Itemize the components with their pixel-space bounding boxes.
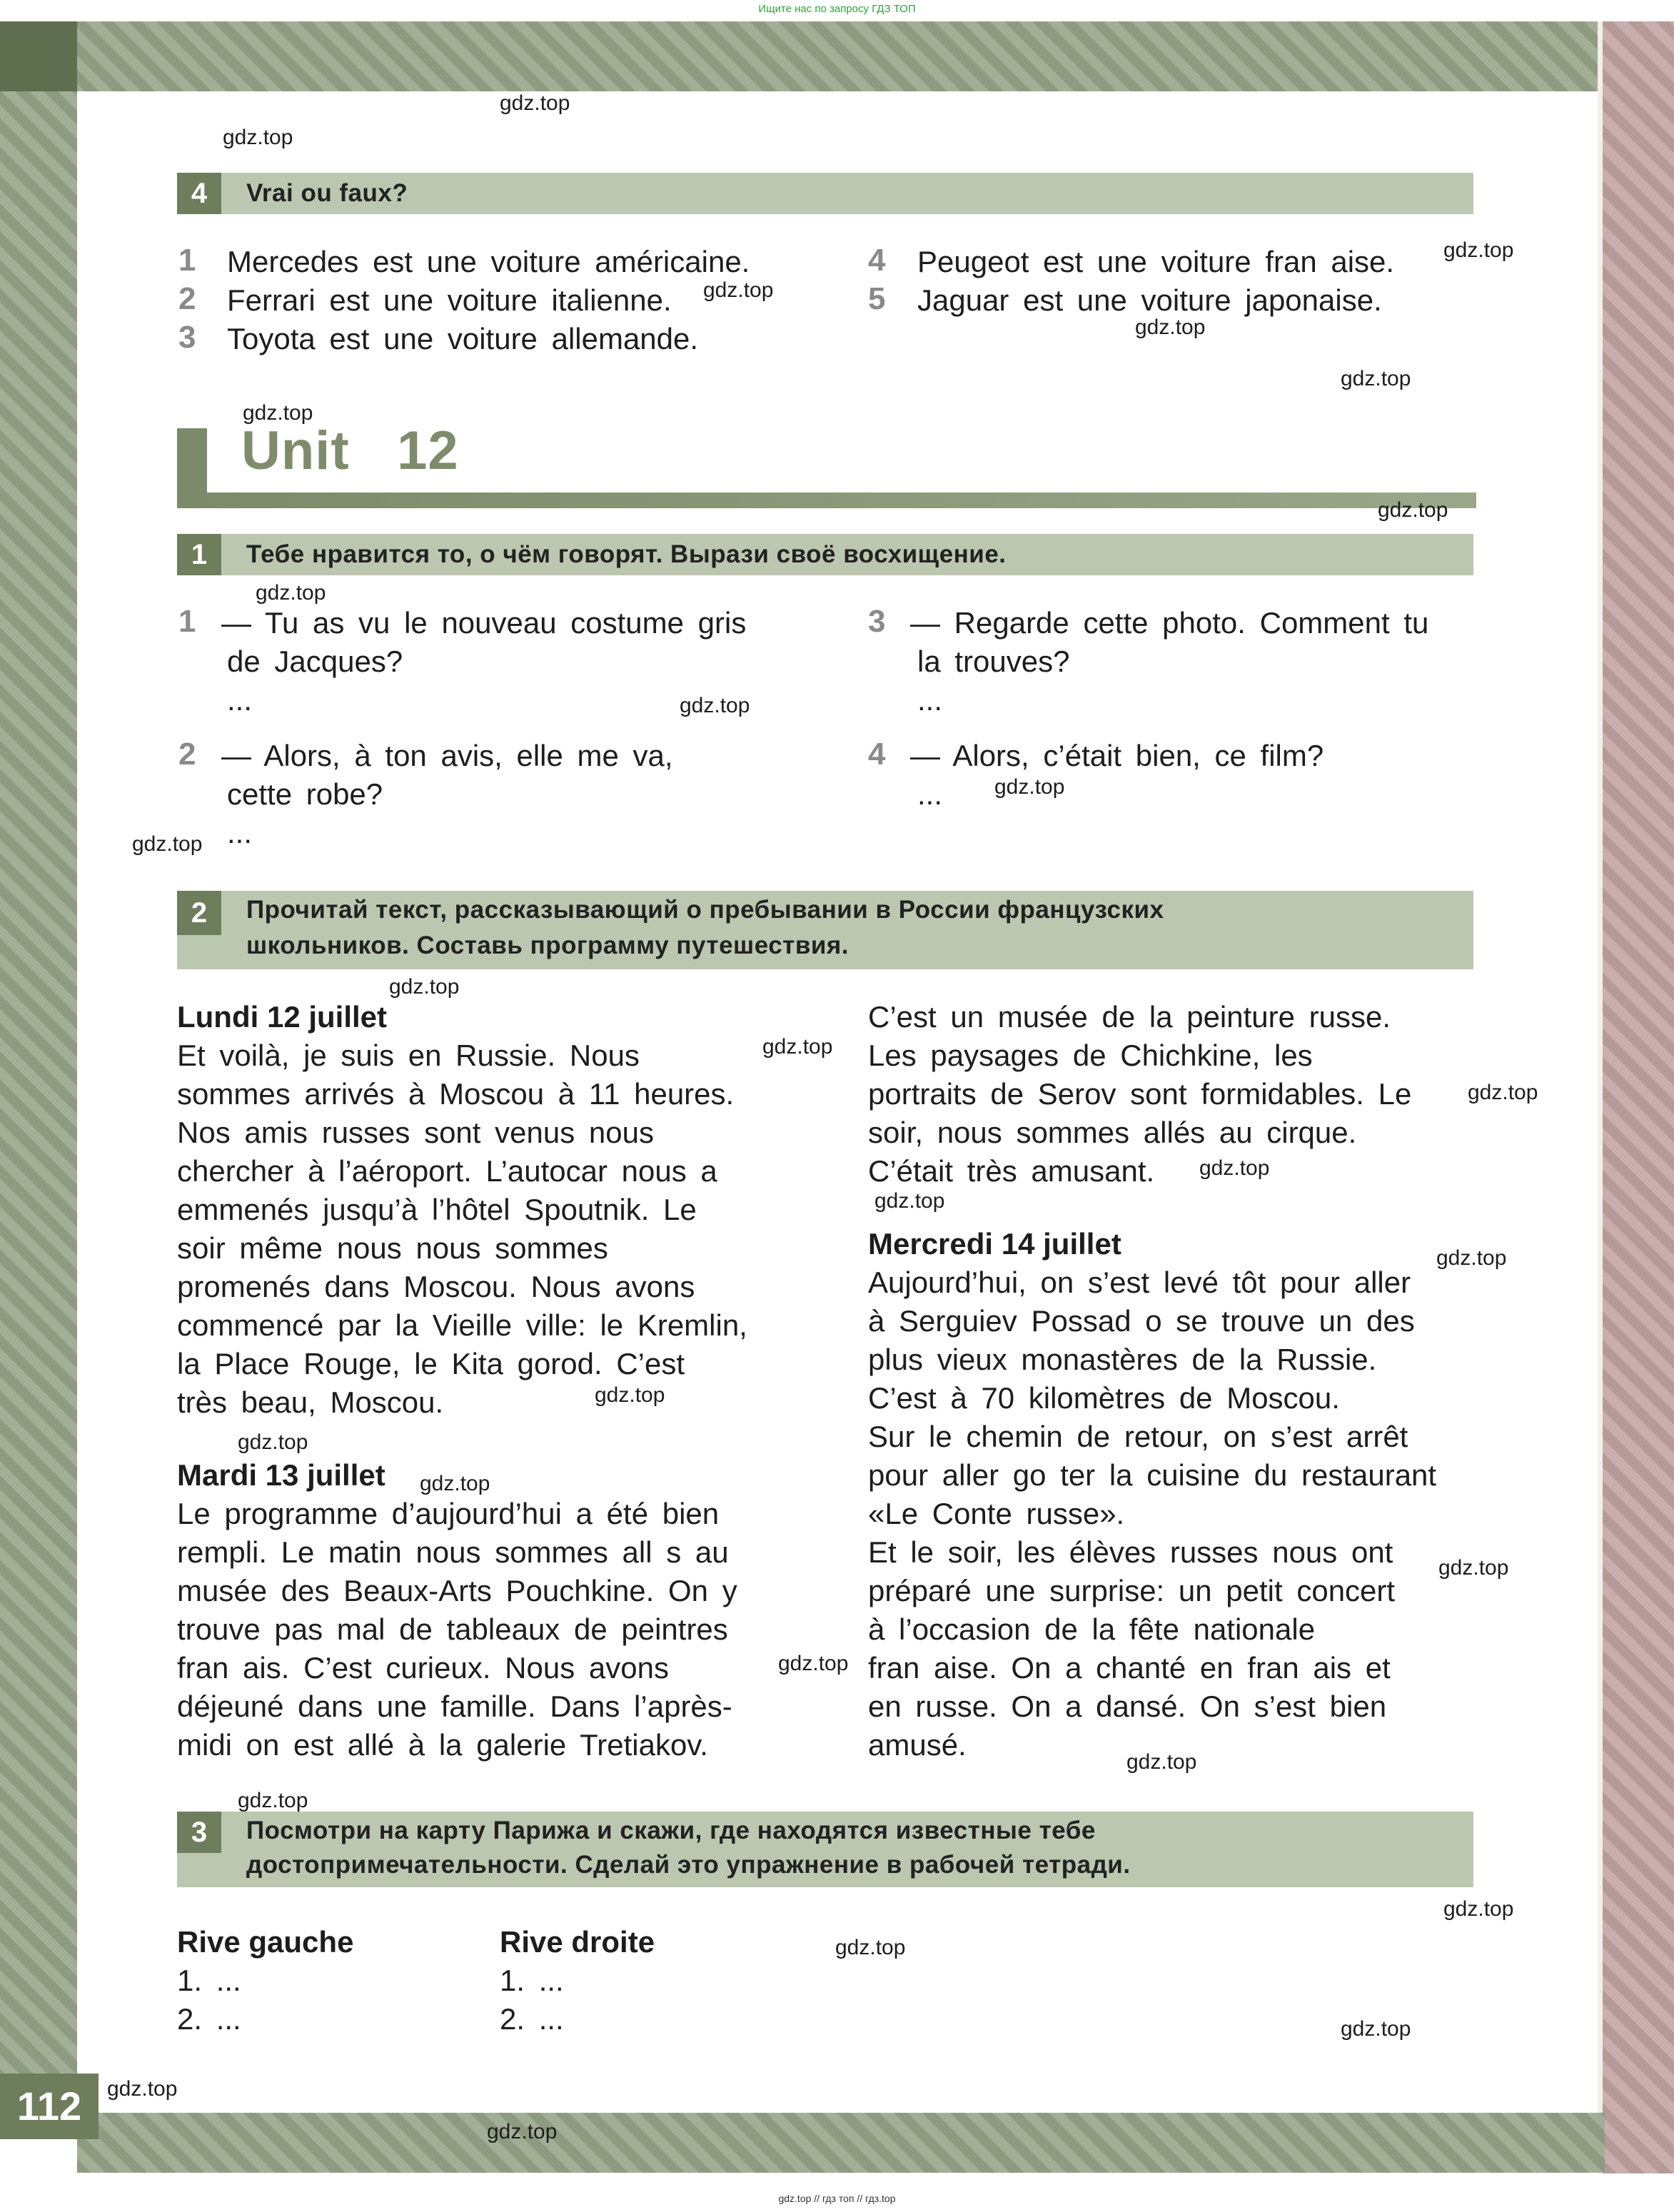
text-line: musée des Beaux-Arts Pouchkine. On y — [177, 1574, 737, 1607]
text-line: Et le soir, les élèves russes nous ont — [868, 1535, 1393, 1569]
text-line: Aujourd’hui, on s’est levé tôt pour aller — [868, 1266, 1411, 1299]
text-line: Le programme d’aujourd’hui a été bien — [177, 1497, 720, 1530]
text-line: Sur le chemin de retour, on s’est arrêt — [868, 1420, 1408, 1453]
ex1-item-number: 3 — [868, 604, 886, 639]
ex1-item-line: de Jacques? — [227, 645, 403, 678]
watermark: gdz.top — [238, 1430, 308, 1454]
text-line: plus vieux monastères de la Russie. — [868, 1343, 1377, 1376]
ex1-item-line: — Regarde cette photo. Comment tu — [910, 606, 1429, 640]
top-decorative-band — [0, 21, 1674, 91]
ex4-item-number: 5 — [868, 281, 886, 316]
footer-note: gdz.top // гдз топ // гдз.top — [778, 2193, 896, 2204]
right-decorative-strip — [1603, 21, 1674, 2173]
text-line: midi on est allé à la galerie Tretiakov. — [177, 1728, 708, 1762]
unit-title — [241, 420, 459, 482]
watermark: gdz.top — [1341, 2017, 1411, 2041]
ex4-item-number: 4 — [868, 243, 886, 278]
ex1-item-line: ... — [227, 683, 253, 717]
exercise-2-title-line: Прочитай текст, рассказывающий о пребывании в России французских — [246, 896, 1164, 924]
day-heading-mardi: Mardi 13 juillet — [177, 1458, 385, 1492]
watermark: gdz.top — [420, 1472, 490, 1495]
exercise-3-title-line: Посмотри на карту Парижа и скажи, где находятся известные тебе — [246, 1817, 1096, 1844]
text-line: C’est à 70 kilomètres de Moscou. — [868, 1381, 1340, 1415]
ex4-item-number: 2 — [178, 281, 196, 316]
mercredi-text — [868, 1263, 1436, 1764]
watermark: gdz.top — [132, 832, 203, 856]
watermark: gdz.top — [223, 126, 293, 149]
watermark: gdz.top — [1126, 1750, 1197, 1774]
watermark: gdz.top — [500, 91, 570, 115]
unit-number: 12 — [397, 420, 459, 481]
text-line: en russe. On a dansé. On s’est bien — [868, 1690, 1387, 1723]
ex4-item-text: Mercedes est une voiture américaine. — [227, 245, 750, 278]
rive-gauche-heading: Rive gauche — [177, 1925, 354, 1959]
ex1-item-number: 2 — [178, 737, 196, 772]
watermark: gdz.top — [107, 2077, 178, 2101]
watermark: gdz.top — [595, 1383, 665, 1407]
watermark: gdz.top — [389, 975, 460, 999]
exercise-4-number: 4 — [177, 173, 221, 214]
text-line: commencé par la Vieille ville: le Kremlin, — [177, 1308, 747, 1342]
exercise-2-number: 2 — [177, 891, 221, 935]
exercise-1-title: Тебе нравится то, о чём говорят. Вырази своё восхищение. — [246, 540, 1007, 568]
text-line: très beau, Moscou. — [177, 1385, 444, 1419]
ex1-item-number: 4 — [868, 737, 886, 772]
watermark: gdz.top — [835, 1936, 906, 1959]
lundi-text — [177, 1036, 747, 1422]
exercise-3-title-line: достопримечательности. Сделай это упражнение в рабочей тетради. — [246, 1851, 1131, 1879]
ex4-item-text: Ferrari est une voiture italienne. — [227, 283, 672, 317]
ex1-item-line: ... — [917, 683, 943, 717]
rive-droite-item: 1. ... — [500, 1964, 564, 1997]
ex4-item-text: Peugeot est une voiture fran aise. — [917, 245, 1395, 278]
text-line: Les paysages de Chichkine, les — [868, 1039, 1313, 1072]
right-column-continuation — [868, 998, 1411, 1191]
text-line: soir même nous nous sommes — [177, 1231, 608, 1265]
mardi-text — [177, 1495, 737, 1764]
text-line: rempli. Le matin nous sommes all s au — [177, 1535, 729, 1569]
text-line: Nos amis russes sont venus nous — [177, 1116, 654, 1149]
ex1-item-line: ... — [227, 816, 253, 849]
text-line: à Serguiev Possad o se trouve un des — [868, 1304, 1415, 1338]
text-line: à l’occasion de la fête nationale — [868, 1612, 1316, 1646]
ex4-item-text: Toyota est une voiture allemande. — [227, 322, 699, 355]
watermark: gdz.top — [243, 401, 313, 425]
day-heading-lundi: Lundi 12 juillet — [177, 1000, 388, 1034]
text-line: portraits de Serov sont formidables. Le — [868, 1077, 1412, 1111]
bottom-decorative-band — [77, 2113, 1605, 2173]
ex1-item-line: la trouves? — [917, 645, 1070, 678]
watermark: gdz.top — [1443, 238, 1514, 262]
text-line: C’est un musée de la peinture russe. — [868, 1000, 1391, 1034]
text-line: déjeuné dans une famille. Dans l’après- — [177, 1690, 732, 1723]
ex4-item-text: Jaguar est une voiture japonaise. — [917, 283, 1382, 317]
text-line: fran aise. On a chanté en fran ais et — [868, 1651, 1391, 1685]
ex1-item-number: 1 — [178, 604, 196, 639]
text-line: sommes arrivés à Moscou à 11 heures. — [177, 1077, 735, 1111]
text-line: promenés dans Moscou. Nous avons — [177, 1270, 695, 1303]
ex1-item-line: — Alors, à ton avis, elle me va, — [221, 739, 673, 772]
ex1-item-line: ... — [917, 777, 943, 811]
exercise-1-number: 1 — [177, 534, 221, 575]
text-line: la Place Rouge, le Kita gorod. C’est — [177, 1347, 685, 1380]
watermark: gdz.top — [1341, 367, 1411, 390]
exercise-3-number: 3 — [177, 1812, 221, 1853]
rive-droite-heading: Rive droite — [500, 1925, 655, 1959]
header-note: Ищите нас по запросу ГДЗ ТОП — [758, 3, 916, 15]
watermark: gdz.top — [762, 1035, 833, 1059]
text-line: fran ais. C’est curieux. Nous avons — [177, 1651, 669, 1685]
watermark: gdz.top — [1468, 1081, 1538, 1104]
left-decorative-strip — [0, 91, 77, 2083]
ex1-item-line: — Tu as vu le nouveau costume gris — [221, 606, 747, 640]
watermark: gdz.top — [703, 278, 774, 302]
watermark: gdz.top — [1436, 1246, 1507, 1270]
rive-gauche-item: 2. ... — [177, 2002, 241, 2036]
watermark: gdz.top — [487, 2120, 558, 2143]
rive-gauche-item: 1. ... — [177, 1964, 241, 1997]
day-heading-mercredi: Mercredi 14 juillet — [868, 1227, 1121, 1261]
watermark: gdz.top — [680, 694, 750, 717]
ex1-item-line: — Alors, c’était bien, ce film? — [910, 739, 1324, 772]
watermark: gdz.top — [874, 1189, 945, 1213]
ex4-item-number: 3 — [178, 320, 196, 355]
text-line: «Le Conte russe». — [868, 1497, 1125, 1530]
ex1-item-line: cette robe? — [227, 777, 383, 811]
text-line: trouve pas mal de tableaux de peintres — [177, 1612, 728, 1646]
watermark: gdz.top — [994, 775, 1065, 799]
exercise-4-title: Vrai ou faux? — [246, 179, 408, 207]
text-line: amusé. — [868, 1728, 967, 1762]
watermark: gdz.top — [1135, 315, 1206, 339]
text-line: soir, nous sommes allés au cirque. — [868, 1116, 1357, 1149]
unit-banner-underline — [177, 493, 1476, 508]
unit-label: Unit — [241, 420, 350, 481]
watermark: gdz.top — [238, 1789, 308, 1812]
exercise-2-title-line: школьников. Составь программу путешествия. — [246, 931, 849, 959]
watermark: gdz.top — [1443, 1897, 1514, 1921]
top-left-corner-block — [0, 21, 77, 91]
text-line: pour aller go ter la cuisine du restaurant — [868, 1458, 1437, 1492]
watermark: gdz.top — [1199, 1156, 1270, 1180]
text-line: C’était très amusant. — [868, 1154, 1155, 1188]
rive-droite-item: 2. ... — [500, 2002, 564, 2036]
watermark: gdz.top — [778, 1652, 849, 1675]
text-line: emmenés jusqu’à l’hôtel Spoutnik. Le — [177, 1193, 697, 1226]
watermark: gdz.top — [1378, 498, 1448, 522]
ex4-item-number: 1 — [178, 243, 196, 278]
page-number: 112 — [16, 2084, 82, 2128]
text-line: Et voilà, je suis en Russie. Nous — [177, 1039, 640, 1072]
text-line: chercher à l’aéroport. L’autocar nous a — [177, 1154, 717, 1188]
watermark: gdz.top — [256, 581, 326, 605]
text-line: préparé une surprise: un petit concert — [868, 1574, 1396, 1607]
watermark: gdz.top — [1438, 1556, 1509, 1580]
